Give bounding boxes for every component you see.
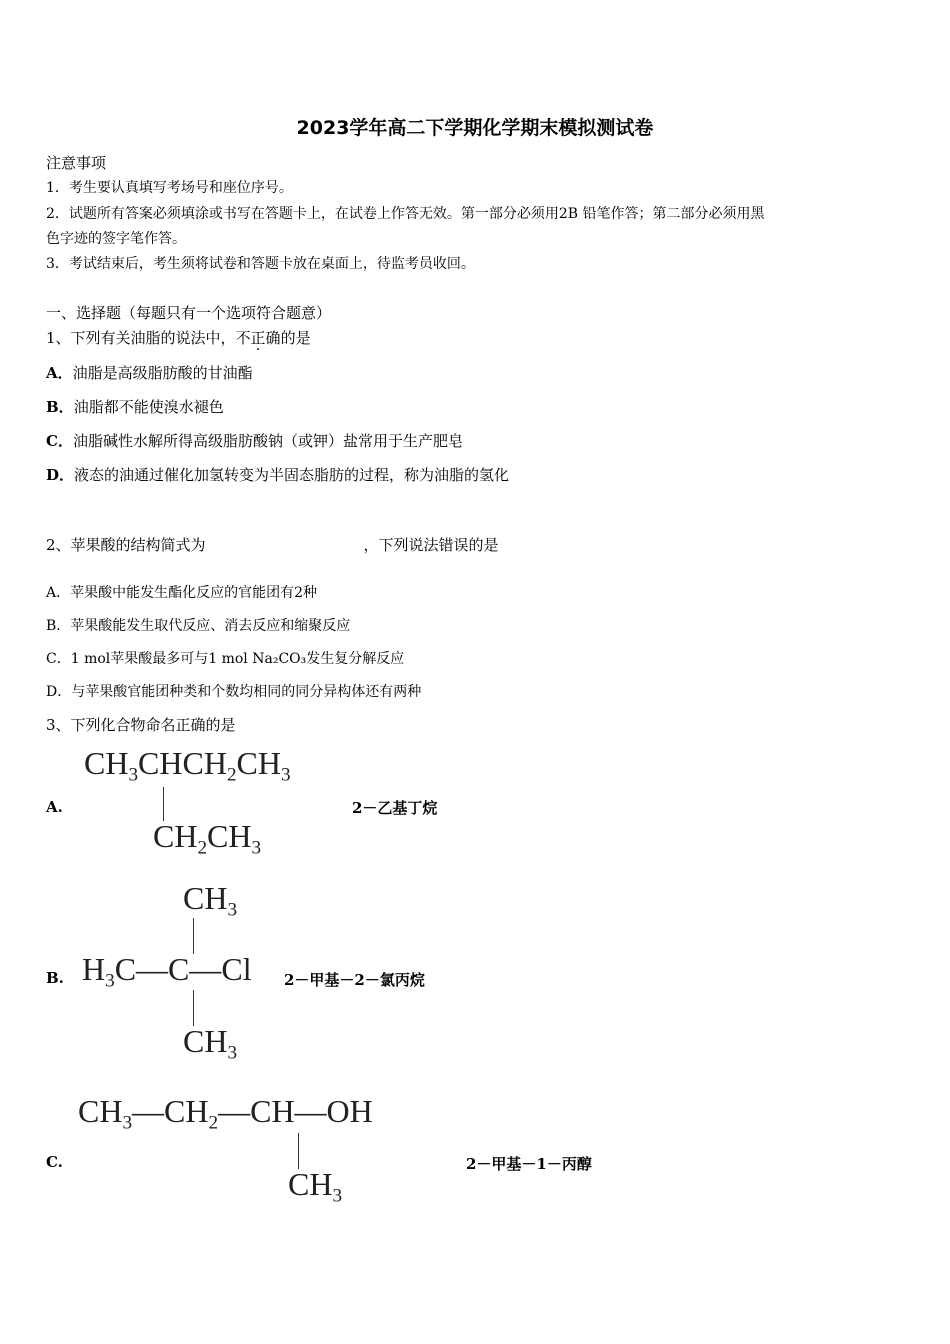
section-heading: 一、选择题（每题只有一个选项符合题意） bbox=[46, 304, 332, 322]
notice-item: 3．考试结束后，考生须将试卷和答题卡放在桌面上，待监考员收回。 bbox=[46, 256, 475, 272]
option-label: B． bbox=[46, 398, 74, 416]
bond-line bbox=[193, 990, 194, 1026]
bond-line bbox=[298, 1133, 299, 1169]
formula-a-main-chain: $CH_3CHCH_2CH_3$ bbox=[84, 745, 291, 786]
stem-text: 的是 bbox=[280, 329, 311, 347]
question-1-option-a bbox=[46, 362, 253, 383]
notice-item: 色字迹的签字笔作答。 bbox=[46, 231, 186, 247]
option-label: C． bbox=[46, 432, 73, 450]
question-1-option-d bbox=[46, 464, 509, 485]
option-text: 油脂都不能使溴水褪色 bbox=[73, 398, 224, 416]
option-label: A. bbox=[46, 798, 63, 816]
formula-a-branch: $CH_2CH_3$ bbox=[153, 818, 262, 859]
question-3-stem: 3、下列化合物命名正确的是 bbox=[46, 716, 236, 734]
option-label: B. bbox=[46, 969, 64, 987]
question-1-stem bbox=[46, 327, 311, 348]
notice-item: 2．试题所有答案必须填涂或书写在答题卡上，在试卷上作答无效。第一部分必须用2B 铅笔作答；第二部分必须用黑 bbox=[46, 206, 765, 222]
question-2-option-a: A．苹果酸中能发生酯化反应的官能团有2种 bbox=[46, 585, 318, 601]
notice-heading: 注意事项 bbox=[46, 154, 107, 172]
formula-b-main: $H_3C—C—Cl$ bbox=[82, 951, 252, 992]
question-2-option-b: B．苹果酸能发生取代反应、消去反应和缩聚反应 bbox=[46, 618, 351, 634]
question-2-stem bbox=[46, 534, 499, 555]
compound-name-a: 2－乙基丁烷 bbox=[352, 799, 438, 817]
page-title: 2023学年高二下学期化学期末模拟测试卷 bbox=[296, 117, 654, 139]
formula-c-bottom: $CH_3$ bbox=[288, 1166, 343, 1207]
formula-b-top: $CH_3$ bbox=[183, 880, 238, 921]
stem-text: 2、苹果酸的结构简式为 bbox=[46, 536, 206, 554]
bond-line bbox=[163, 787, 164, 821]
formula-c-main: $CH_3—CH_2—CH—OH$ bbox=[78, 1093, 373, 1134]
notice-item: 1．考生要认真填写考场号和座位序号。 bbox=[46, 180, 293, 196]
question-2-option-c: C．1 mol苹果酸最多可与1 mol Na₂CO₃发生复分解反应 bbox=[46, 651, 405, 667]
option-label: C. bbox=[46, 1153, 63, 1171]
stem-text: ，下列说法错误的是 bbox=[363, 536, 499, 554]
formula-b-bottom: $CH_3$ bbox=[183, 1023, 238, 1064]
option-text: 液态的油通过催化加氢转变为半固态脂肪的过程，称为油脂的氢化 bbox=[74, 466, 510, 484]
emphasis-text: 不正确 bbox=[235, 329, 281, 347]
option-text: 油脂碱性水解所得高级脂肪酸钠（或钾）盐常用于生产肥皂 bbox=[72, 432, 463, 450]
option-label: D． bbox=[46, 466, 75, 484]
compound-name-c: 2－甲基－1－丙醇 bbox=[466, 1155, 592, 1173]
option-label: A． bbox=[46, 364, 73, 382]
option-text: 油脂是高级脂肪酸的甘油酯 bbox=[72, 364, 253, 382]
question-2-option-d: D．与苹果酸官能团种类和个数均相同的同分异构体还有两种 bbox=[46, 684, 422, 700]
compound-name-b: 2－甲基－2－氯丙烷 bbox=[284, 971, 425, 989]
question-1-option-b bbox=[46, 396, 224, 417]
question-1-option-c bbox=[46, 430, 463, 451]
bond-line bbox=[193, 918, 194, 954]
stem-text: 1、下列有关油脂的说法中， bbox=[46, 329, 236, 347]
